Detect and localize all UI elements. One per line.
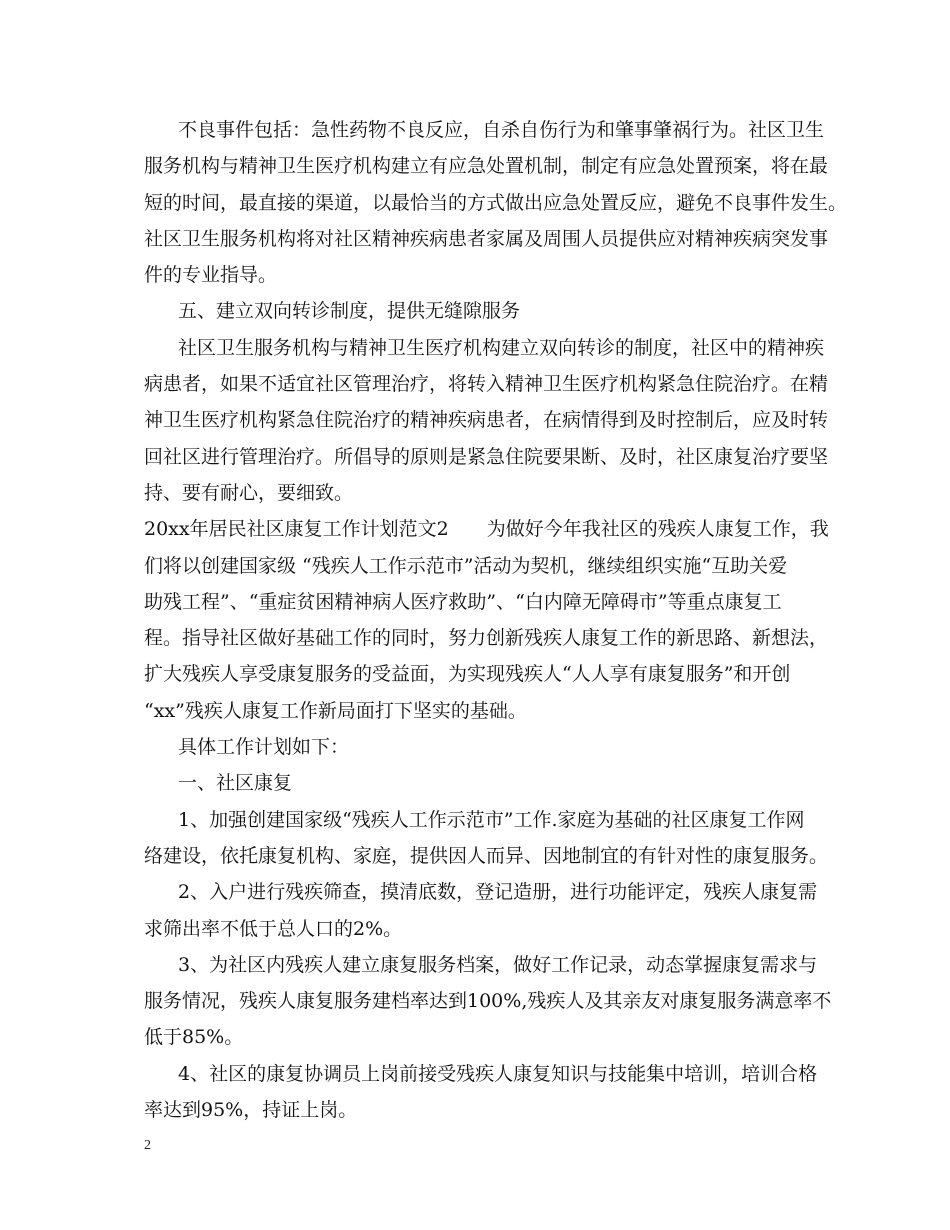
text-line: 1、加强创建国家级“残疾人工作示范市”工作.家庭为基础的社区康复工作网 (178, 808, 805, 831)
text-line: 助残工程”、“重症贫困精神病人医疗救助”、“白内障无障碍市”等重点康复工 (144, 590, 782, 613)
document-body (144, 112, 848, 1128)
text-line: 社区卫生服务机构将对社区精神疾病患者家属及周围人员提供应对精神疾病突发事 (144, 227, 829, 250)
text-line: 一、社区康复 (178, 772, 293, 795)
text-line: 低于85%。 (144, 1026, 244, 1049)
text-line: 服务情况，残疾人康复服务建档率达到100%,残疾人及其亲友对康复服务满意率不 (144, 990, 832, 1013)
text-line: 3、为社区内残疾人建立康复服务档案，做好工作记录，动态掌握康复需求与 (178, 953, 818, 976)
text-line: 扩大残疾人享受康复服务的受益面，为实现残疾人“人人享有康复服务”和开创 (144, 663, 791, 686)
text-line: 不良事件包括：急性药物不良反应，自杀自伤行为和肇事肇祸行为。社区卫生 (178, 119, 825, 141)
text-line: 回社区进行管理治疗。所倡导的原则是紧急住院要果断、及时，社区康复治疗要坚 (144, 445, 829, 468)
page-number: 2 (144, 1138, 151, 1153)
text-line: 短的时间，最直接的渠道，以最恰当的方式做出应急处置反应，避免不良事件发生。 (144, 191, 848, 214)
text-line: 4、社区的康复协调员上岗前接受残疾人康复知识与技能集中培训，培训合格 (178, 1062, 818, 1085)
text-line: 服务机构与精神卫生医疗机构建立有应急处置机制，制定有应急处置预案，将在最 (144, 155, 829, 178)
text-line: 率达到95%，持证上岗。 (144, 1099, 358, 1122)
text-line: 程。指导社区做好基础工作的同时，努力创新残疾人康复工作的新思路、新想法， (144, 627, 829, 650)
text-line: 求筛出率不低于总人口的2%。 (144, 917, 403, 940)
text-line: 五、建立双向转诊制度，提供无缝隙服务 (178, 300, 521, 323)
text-line: 持、要有耐心，要细致。 (144, 481, 354, 504)
text-line: “xx”残疾人康复工作新局面打下坚实的基础。 (144, 699, 527, 722)
text-line: 社区卫生服务机构与精神卫生医疗机构建立双向转诊的制度，社区中的精神疾 (178, 336, 825, 359)
text-line: 神卫生医疗机构紧急住院治疗的精神疾病患者，在病情得到及时控制后，应及时转 (144, 409, 829, 432)
text-line: 20xx年居民社区康复工作计划范文2 为做好今年我社区的残疾人康复工作，我 (144, 518, 829, 541)
text-line: 病患者，如果不适宜社区管理治疗，将转入精神卫生医疗机构紧急住院治疗。在精 (144, 373, 829, 396)
text-line: 2、入户进行残疾筛查，摸清底数，登记造册，进行功能评定，残疾人康复需 (178, 881, 818, 904)
text-line: 们将以创建国家级 “残疾人工作示范市”活动为契机，继续组织实施“互助关爱 (144, 554, 788, 577)
text-line: 件的专业指导。 (144, 264, 278, 287)
text-line: 具体工作计划如下： (178, 736, 350, 759)
text-line: 络建设，依托康复机构、家庭，提供因人而异、因地制宜的有针对性的康复服务。 (144, 844, 829, 867)
